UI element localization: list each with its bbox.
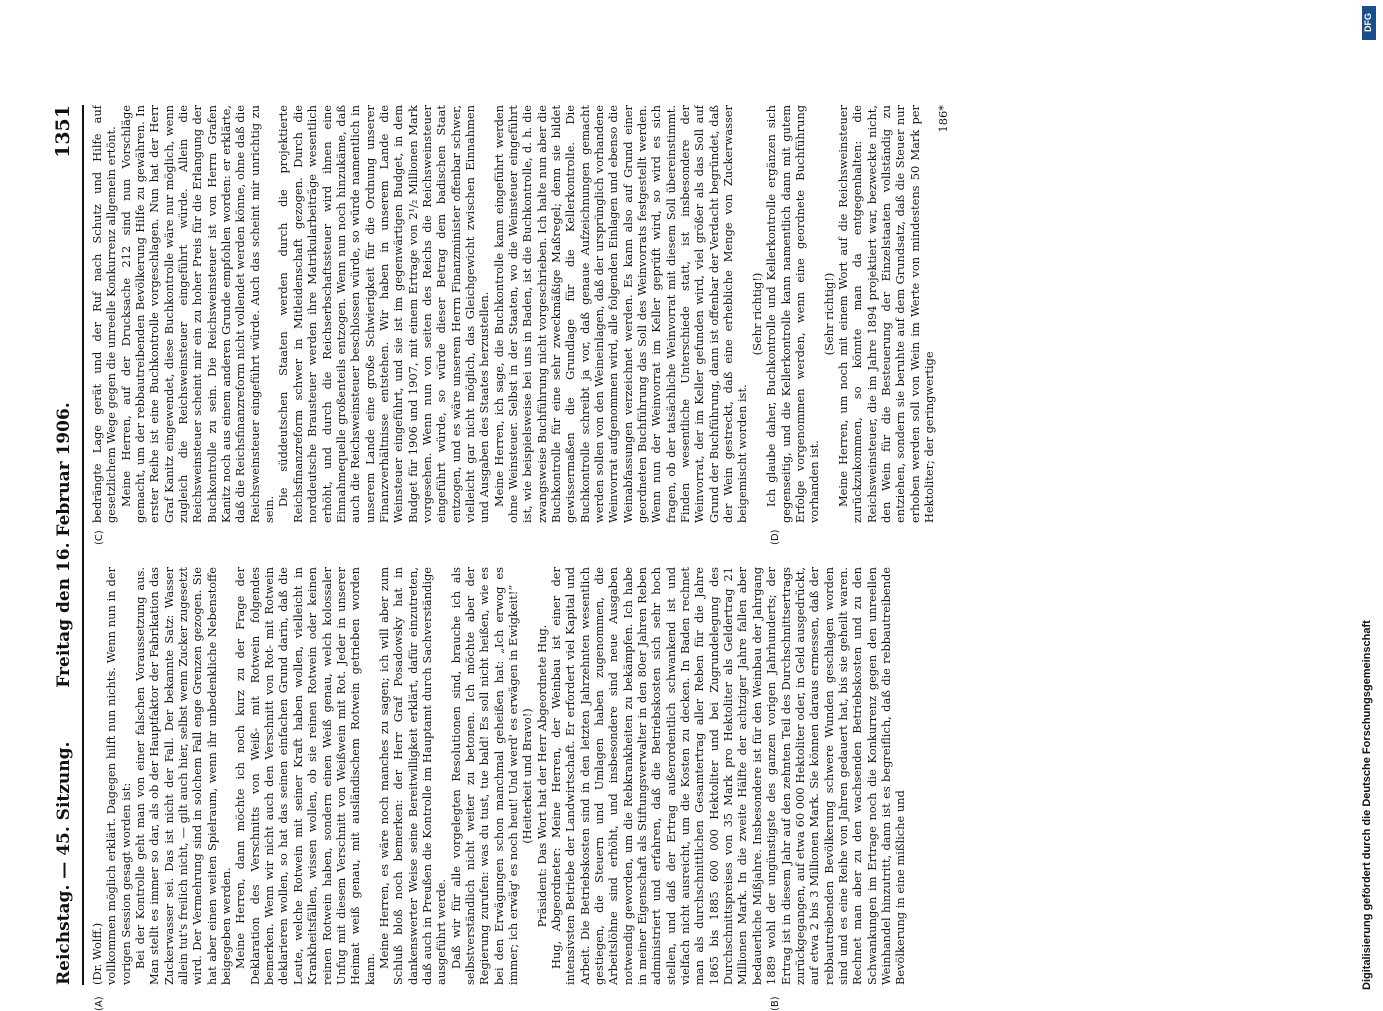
paragraph: Ich glaube daher, Buchkontrolle und Kellerkontrolle ergänzen sich gegenseitig, und die Kellerkontrolle kann namentlich dann mit gutem Erfolge vorgenommen werden, wenn eine geordnete Buchführung vorhanden ist. (764, 105, 822, 523)
signature-mark: 186* (936, 105, 951, 133)
paragraph: Meine Herren, ich sage, die Buchkontrolle kann eingeführt werden ohne Weinsteuer. Selbst in der Staaten, wo die Weinsteuer eingeführt ist, wie beispielsweise bei uns in Baden, ist die Buchkontrolle, d. h. die zwangsweise Buchführung nicht vorgeschrieben. Ich halte nun aber die Buchkontrolle für eine sehr zweckmäßige Maßregel; denn sie bildet gewissermaßen die Grundlage für die Kellerkontrolle. Die Buchkontrolle schreibt ja vor, daß genaue Aufzeichnungen gemacht werden sollen von den Weineinlagen, daß der ursprünglich vorhandene Weinvorrat aufgenommen wird, alle folgenden Einlagen und ebenso die Weinabfassungen verzeichnet werden. Es kann also auf Grund einer geordneten Buchführung das Soll des Weinvorrats festgestellt werden. Wenn nun der Weinvorrat im Keller geprüft wird, so wird es sich fragen, ob der tatsächliche Weinvorrat mit diesem Soll übereinstimmt. Finden wesentliche Unterschiede statt, ist insbesondere der Weinvorrat, der im Keller gefunden wird, viel größer als das Soll auf Grund der Buchführung, dann ist offenbar der Verdacht begründet, daß der Wein gestreckt, daß eine erhebliche Menge von Zuckerwasser beigemischt worden ist. (491, 105, 750, 523)
paragraph: Daß wir für alle vorgelegten Resolutionen sind, brauche ich als selbstverständlich nicht weiter zu betonen. Ich möchte aber der Regierung zurufen: was du tust, tue bald! Es soll nicht heißen, wie es bei den Erwägungen schon manchmal geheißen hat: „Ich erwog es immer; ich erwäg' es noch heut! Und werd' es erwägen in Ewigkeit!“ (448, 567, 520, 985)
header-left: Reichstag. — 45. Sitzung. (54, 741, 74, 985)
margin-marker-a: (A) (94, 996, 105, 1011)
header-rule (82, 105, 84, 985)
margin-marker-c: (C) (94, 530, 105, 545)
paragraph: vollkommen möglich erklärt. Dagegen hilft nun nichts. Wenn nun in der vorigen Session gesagt worden ist: (104, 567, 133, 985)
speaker-tag: (Dr. Wolff.) (90, 922, 104, 985)
paragraph: Meine Herren, um noch mit einem Wort auf die Reichsweinsteuer zurückzukommen, so könnte man da entgegenhalten: die Reichsweinsteuer, die im Jahre 1894 projektiert war, bezweckte nicht, den Wein für die Besteuerung der Einzelstaaten vollständig zu entziehen, sondern sie beruhte auf dem Grundsatz, daß die Steuer nur erhoben werden soll von Wein im Werte von mindestens 50 Mark per Hektoliter; der geringwertige (835, 105, 936, 523)
text-column-left (90, 567, 1330, 985)
credit-text: Digitalisierung gefördert durch die Deutsche Forschungsgemeinschaft (1361, 620, 1373, 990)
rotated-document-page (50, 105, 1340, 1011)
quote-paragraph: Bei der Kontrolle geht man von einer falschen Voraussetzung aus. Man stellt es immer so dar, als ob der Hauptfaktor der Fabrikation das Zuckerwasser sei. Das ist nicht der Fall. Der bekannte Satz: Wasser allein tut's freilich nicht, — gilt auch hier, selbst wenn Zucker zugesetzt wird. Der Vermehrung sind in solchem Fall enge Grenzen gezogen. Sie hat aber einen weiten Spielraum, wenn ihr unbedenkliche Nebenstoffe beigegeben werden. (133, 567, 234, 985)
paragraph: Meine Herren, dann möchte ich noch kurz zu der Frage der Deklaration des Verschnitts von Weiß- mit Rotwein folgendes bemerken. Wenn wir nicht auch den Verschnitt von Rot- mit Rotwein deklarieren wollen, so hat das seinen einfachen Grund darin, daß die Leute, welche Rotwein mit seiner Kraft haben wollen, vielleicht in Krankheitsfällen, wissen wollen, ob sie reinen Rotwein oder keinen reinen Rotwein haben, sondern einen Weiß genau, welch kolossaler Unfug mit diesem Verschnitt von Weißwein mit Rot. Jeder in unserer Heimat weiß genau, mit ausländischem Rotwein getrieben worden kann. (233, 567, 377, 985)
page-number: 1351 (52, 105, 74, 158)
applause-note: (Heiterkeit und Bravo!) (520, 708, 535, 844)
paragraph: bedrängte Lage gerät und der Ruf nach Schutz und Hilfe auf gesetzlichem Wege gegen die unreelle Konkurrenz allgemein ertönt. (90, 105, 119, 523)
paragraph: Die süddeutschen Staaten werden durch die projektierte Reichsfinanzreform schwer in Mitleidenschaft gezogen. Durch die norddeutsche Brausteuer werden ihre Matrikularbeiträge wesentlich erhöht, und durch die Reichserbschaftssteuer wird ihnen eine Einnahmequelle großenteils entzogen. Wenn nun noch hinzukäme, daß auch die Reichsweinsteuer beschlossen würde, so würde namentlich in unserem Lande eine große Schwierigkeit für die Ordnung unserer Finanzverhältnisse entstehen. Wir haben in unserem Lande die Weinsteuer eingeführt, und sie ist im gegenwärtigen Budget, in dem Budget für 1906 und 1907, mit einem Ertrage von 2¹/₂ Millionen Mark vorgesehen. Wenn nun von seiten des Reichs die Reichsweinsteuer eingeführt würde, so würde dieser Betrag dem badischen Staat entzogen, und es wäre unserem Herrn Finanzminister offenbar schwer, vielleicht gar nicht möglich, das Gleichgewicht zwischen Einnahmen und Ausgaben des Staates herzustellen. (276, 105, 492, 523)
header-center: Freitag den 16. Februar 1906. (54, 402, 74, 688)
paragraph: Hug, Abgeordneter: Meine Herren, der Weinbau ist einer der intensivsten Betriebe der Landwirtschaft. Er erfordert viel Kapital und Arbeit. Die Betriebskosten sind in den letzten Jahrzehnten wesentlich gestiegen, die Steuern und Umlagen haben zugenommen, die Arbeitslöhne sind erhöht, und insbesondere sind neue Ausgaben notwendig geworden, um die Rebkrankheiten zu bekämpfen. Ich habe in meiner Eigenschaft als Stiftungsverwalter in den 80er Jahren Reben administriert und erfahren, daß die Betriebskosten sich sehr hoch stellen, und daß der Ertrag außerordentlich schwankend ist und vielfach nicht ausreicht, um die Kosten zu decken. In Baden rechnet man als durchschnittlichen Gesamtertrag aller Reben für die Jahre 1865 bis 1885 600 000 Hektoliter und bei Zugrundelegung des Durchschnittspreises von 35 Mark pro Hektoliter als Geldertrag 21 Millionen Mark. In die zweite Hälfte der achtziger Jahre fallen aber bedauerliche Mißjahre. Insbesondere ist für den Weinbau der Jahrgang 1889 wohl der ungünstigste des ganzen vorigen Jahrhunderts; der Ertrag ist in diesem Jahr auf den zehnten Teil des Durchschnittsertrags zurückgegangen, auf etwa 60 000 Hektoliter oder, in Geld ausgedrückt, auf etwa 2 bis 3 Millionen Mark. Sie können daraus ermessen, daß der rebbautreibenden Bevölkerung schwere Wunden geschlagen worden sind und es eine Reihe von Jahren gedauert hat, bis sie geheilt waren. Rechnet man aber zu den wachsenden Betriebskosten und zu den Schwankungen im Ertrage noch die Konkurrenz gegen den unreellen Weinhandel hinzutritt, dann ist es begreiflich, daß die rebbautreibende Bevölkerung in eine mißliche und (549, 567, 908, 985)
dfg-logo (1362, 6, 1376, 40)
president-statement: Präsident: Das Wort hat der Herr Abgeordnete Hug. (534, 624, 549, 928)
margin-marker-d: (D) (770, 529, 781, 545)
paragraph: Meine Herren, es wäre noch manches zu sagen; ich will aber zum Schluß bloß noch bemerken: der Herr Graf Posadowsky hat in dankenswerter Weise seine Bereitwilligkeit erklärt, dafür einzutreten, daß auch in Preußen die Kontrolle im Hauptamt durch Sachverständige ausgeführt werde. (376, 567, 449, 985)
digitization-credit (1353, 0, 1383, 1000)
interjection: (Sehr richtig!) (749, 272, 764, 356)
text-column-right (90, 105, 1330, 523)
margin-marker-b: (B) (770, 996, 781, 1011)
page-header (50, 105, 80, 985)
dfg-logo-text: DFG (1363, 13, 1373, 32)
paragraph: Meine Herren, auf der Drucksache 212 sind nun Vorschläge gemacht, um der rebbautreibenden Bevölkerung Hilfe zu gewähren. In erster Reihe ist eine Buchkontrolle vorgeschlagen. Nun hat der Herr Graf Kanitz eingewendet, diese Buchkontrolle wäre nur möglich, wenn zugleich die Reichsweinsteuer eingeführt würde. Allein die Reichsweinsteuer scheint mir ein zu hoher Preis für die Erlangung der Buchkontrolle zu sein. Die Reichsweinsteuer ist von Herrn Grafen Kanitz noch aus einem anderen Grunde empfohlen worden: er erklärte, daß die Reichsfinanzreform nicht vollendet werden könne, ohne daß die Reichsweinsteuer eingeführt würde. Auch das scheint mir unrichtig zu sein. (118, 105, 277, 523)
interjection: (Sehr richtig!) (821, 272, 836, 356)
